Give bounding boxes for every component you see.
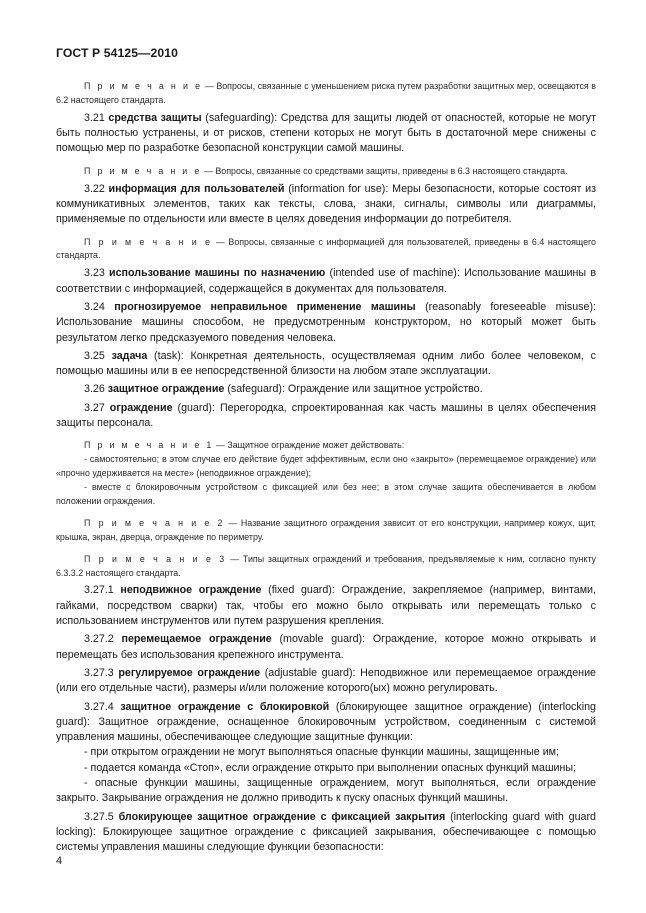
note-3-27-3: П р и м е ч а н и е 3 — Типы защитных ограждений и требования, предъявляемые к ним, согласно пункту 6.3.3.2 настоящего стандарта. <box>56 553 596 578</box>
note-3-22: П р и м е ч а н и е — Вопросы, связанные с информацией для пользователей, приведены в 6.4 настоящего стандарта. <box>56 236 596 261</box>
document-header: ГОСТ Р 54125—2010 <box>56 46 178 60</box>
term-3-22: 3.22 информация для пользователей (information for use): Меры безопасности, которые состоят из коммуникативных элементов, таких как тексты, слова, знаки, сигналы, символы или диаграммы, применяемые по отдельности или вместе в целях доведения информации до потребителя. <box>56 182 596 226</box>
note-3-27-2: П р и м е ч а н и е 2 — Название защитного ограждения зависит от его конструкции, например кожух, щит, крышка, экран, дверца, ограждение по периметру. <box>56 517 596 542</box>
term-3-27-5: 3.27.5 блокирующее защитное ограждение с фиксацией закрытия (interlocking guard with guard locking): Блокирующее защитное ограждение с фиксацией закрывания, обеспечивающее с помощью системы управления машины следующие функции безопасности: <box>56 810 597 854</box>
note-3-27-1-item-b: - вместе с блокировочным устройством с фиксацией или без нее; в этом случае защита обеспечивается в любом положении ограждения. <box>56 482 596 506</box>
term-3-27-3: 3.27.3 регулируемое ограждение (adjustable guard): Неподвижное или перемещаемое ограждение (или его отдельные части), размеры и/или положение которого(ых) можно регулировать. <box>56 666 597 695</box>
term-3-27-4: 3.27.4 защитное ограждение с блокировкой (блокирующее защитное ограждение) (interlocking guard): Защитное ограждение, оснащенное блокировочным устройством, соединенным с системой управления машины, обеспечивающее следующие защитные функции: <box>56 700 596 744</box>
term-3-27: 3.27 ограждение (guard): Перегородка, спроектированная как часть машины в целях обеспечения защиты персонала. <box>56 401 596 429</box>
term-3-27-4-item-c: - опасные функции машины, защищенные ограждением, могут выполняться, если ограждение закрыто. Закрывание ограждения не должно приводить к пуску опасных функций машины. <box>56 777 596 805</box>
page-number: 4 <box>56 855 63 867</box>
term-3-21: 3.21 средства защиты (safeguarding): Средства для защиты людей от опасностей, которые не могут быть полностью устранены, и от рисков, степени которых не могут быть в достаточной мере снижены с помощью мер по разработке безопасной конструкции самой машины. <box>56 111 596 155</box>
term-3-24: 3.24 прогнозируемое неправильное применение машины (reasonably foreseeable misuse): Использование машины способом, не предусмотренным конструктором, но который может быть результатом легко предсказуемого поведения человека. <box>56 300 596 344</box>
document-body <box>56 80 596 855</box>
note-3-27-1: П р и м е ч а н и е 1 — Защитное ограждение может действовать: <box>84 440 405 451</box>
term-3-27-4-item-a: - при открытом ограждении не могут выполняться опасные функции машины, защищенные им; <box>84 746 559 759</box>
term-3-27-4-item-b: - подается команда «Стоп», если ограждение открыто при выполнении опасных функций машины; <box>84 761 577 774</box>
note-risk-reduction: П р и м е ч а н и е — Вопросы, связанные с уменьшением риска путем разработки защитных мер, освещаются в 6.2 настоящего стандарта. <box>56 81 596 105</box>
term-3-27-2: 3.27.2 перемещаемое ограждение (movable guard): Ограждение, которое можно открывать и перемещать без использования крепежного инструмента. <box>56 633 596 661</box>
term-3-26: 3.26 защитное ограждение (safeguard): Ограждение или защитное устройство. <box>84 383 483 396</box>
term-3-23: 3.23 использование машины по назначению (intended use of machine): Использование машины в соответствии с информацией, содержащейся в документах для пользователя. <box>56 267 596 295</box>
term-3-25: 3.25 задача (task): Конкретная деятельность, осуществляемая одним либо более человеком, с помощью машины или в ее непосредственной близости на любом этапе эксплуатации. <box>56 349 596 378</box>
note-3-21: П р и м е ч а н и е — Вопросы, связанные со средствами защиты, приведены в 6.3 настоящего стандарта. <box>84 165 568 176</box>
note-3-27-1-item-a: - самостоятельно; в этом случае его действие будет эффективным, если оно «закрыто» (перемещаемое ограждение) или «прочно удерживается на месте» (неподвижное ограждение); <box>56 454 596 479</box>
term-3-27-1: 3.27.1 неподвижное ограждение (fixed guard): Ограждение, закрепляемое (например, винтами, гайками, посредством сварки) так, чтобы его можно было открывать или перемещать только с использованием инструментов или путем разрушения крепления. <box>56 584 596 628</box>
